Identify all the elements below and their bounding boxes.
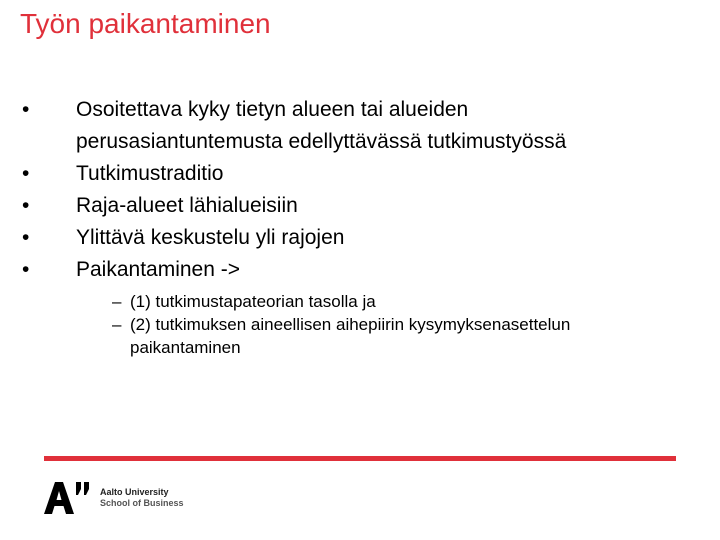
sub-bullet-text: (2) tutkimuksen aineellisen aihepiirin kysymyksenasettelun — [130, 315, 571, 334]
bullet-item — [22, 222, 682, 254]
sub-bullet-list — [76, 290, 682, 359]
sub-bullet-text-continued: paikantaminen — [130, 338, 241, 357]
bullet-item — [22, 254, 682, 359]
bullet-item — [22, 158, 682, 190]
dash-symbol: – — [112, 292, 122, 311]
slide-content — [22, 94, 682, 359]
sub-bullet-text: (1) tutkimustapateorian tasolla ja — [130, 292, 376, 311]
bullet-text: Ylittävä keskustelu yli rajojen — [76, 226, 345, 249]
bullet-list — [22, 94, 682, 359]
bullet-symbol: • — [22, 98, 30, 121]
aalto-a-logo-icon — [44, 480, 94, 516]
bullet-symbol: • — [22, 258, 30, 281]
bullet-symbol: • — [22, 162, 30, 185]
aalto-logo — [44, 480, 184, 516]
bullet-text: Osoitettava kyky tietyn alueen tai alueiden — [76, 98, 469, 121]
bullet-text-continued: perusasiantuntemusta edellyttävässä tutkimustyössä — [76, 130, 567, 153]
logo-school-name: School of Business — [100, 498, 184, 508]
logo-university-name: Aalto University — [100, 487, 169, 497]
bullet-text: Raja-alueet lähialueisiin — [76, 194, 298, 217]
bullet-item — [22, 94, 682, 158]
sub-bullet-item — [76, 290, 682, 313]
dash-symbol: – — [112, 315, 122, 334]
logo-text — [100, 487, 184, 509]
bullet-item — [22, 190, 682, 222]
bullet-text: Tutkimustraditio — [76, 162, 224, 185]
bullet-text: Paikantaminen -> — [76, 258, 241, 281]
footer-divider — [44, 456, 676, 461]
sub-bullet-item — [76, 313, 682, 359]
slide-title: Työn paikantaminen — [20, 8, 271, 39]
bullet-symbol: • — [22, 226, 30, 249]
bullet-symbol: • — [22, 194, 30, 217]
